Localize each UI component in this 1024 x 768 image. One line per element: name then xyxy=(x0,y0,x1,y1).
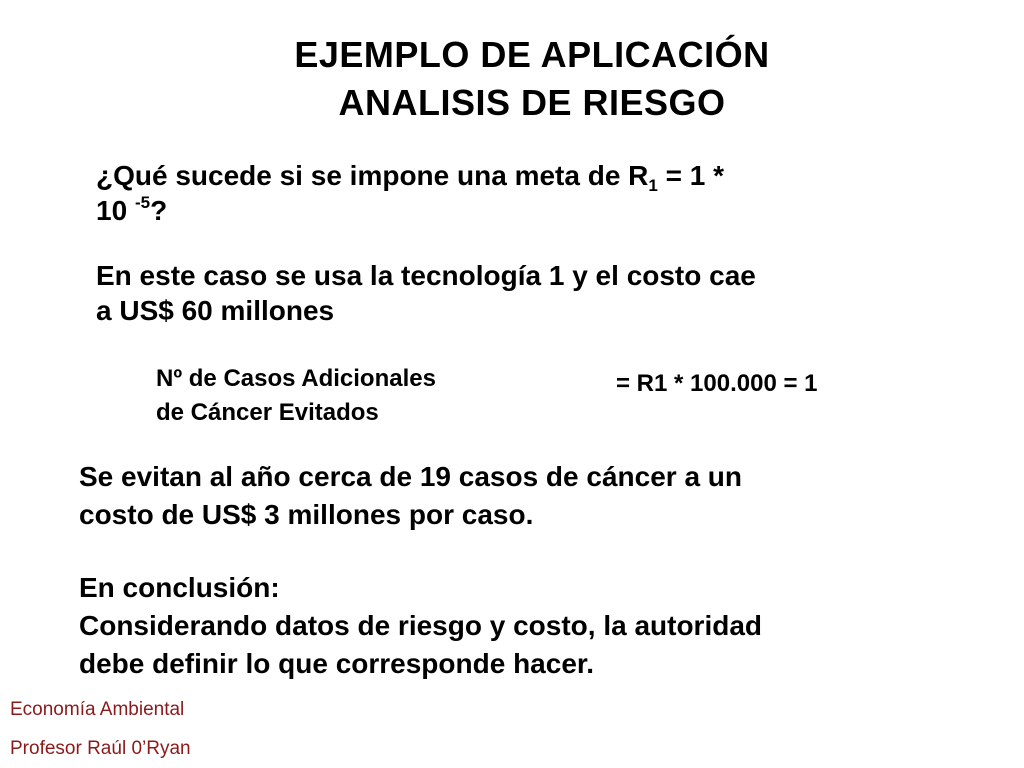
technology-line-2: a US$ 60 millones xyxy=(96,295,335,326)
footer-course: Economía Ambiental xyxy=(10,699,185,720)
slide-title-line-1: EJEMPLO DE APLICACIÓN xyxy=(294,34,770,75)
conclusion-line-2: debe definir lo que corresponde hacer. xyxy=(79,648,595,679)
cases-formula: = R1 * 100.000 = 1 xyxy=(616,370,818,397)
question-exponent: -5 xyxy=(134,193,151,212)
question-text-prefix: ¿Qué sucede si se impone una meta de R xyxy=(96,160,649,191)
conclusion-line-1: Considerando datos de riesgo y costo, la autoridad xyxy=(79,610,763,641)
footer-professor: Profesor Raúl 0’Ryan xyxy=(10,738,191,759)
technology-line-1: En este caso se usa la tecnología 1 y el costo cae xyxy=(96,260,756,291)
slide-title-line-2: ANALISIS DE RIESGO xyxy=(338,82,726,123)
question-subscript: 1 xyxy=(648,176,658,195)
question-exponent-base: 10 xyxy=(96,195,135,226)
question-text-suffix: = 1 * xyxy=(657,160,725,191)
cases-label-line-2: de Cáncer Evitados xyxy=(156,399,379,426)
conclusion-heading: En conclusión: xyxy=(79,572,280,603)
cases-label-line-1: Nº de Casos Adicionales xyxy=(156,365,436,392)
result-line-2: costo de US$ 3 millones por caso. xyxy=(79,499,534,530)
question-mark: ? xyxy=(150,195,168,226)
result-line-1: Se evitan al año cerca de 19 casos de cáncer a un xyxy=(79,461,743,492)
question-line-1 xyxy=(96,158,724,194)
question-line-2 xyxy=(96,193,167,229)
